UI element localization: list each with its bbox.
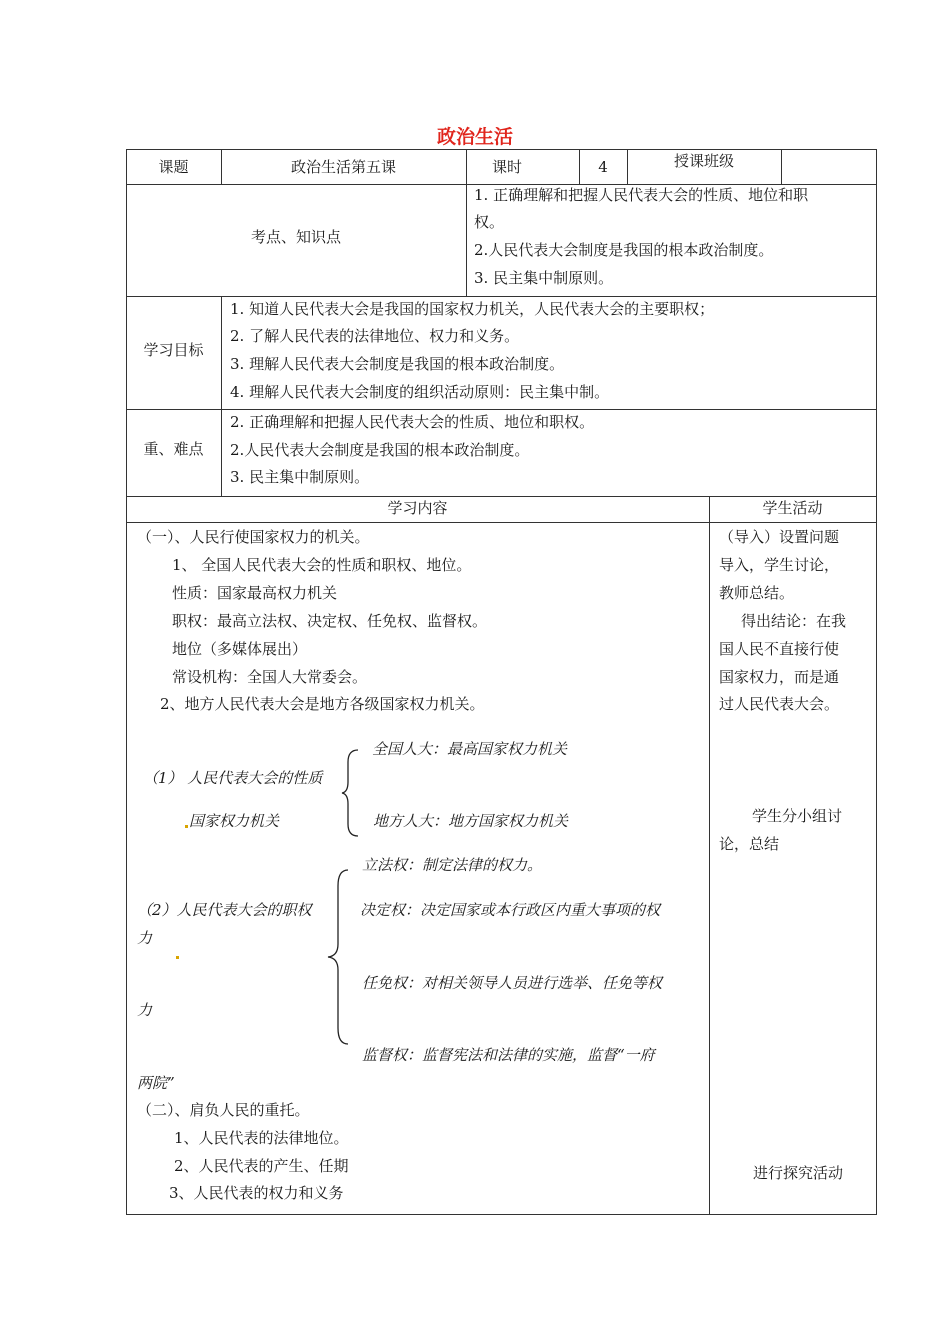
nature-label: （1） 人民代表大会的性质	[143, 769, 323, 787]
goals-label: 学习目标	[143, 341, 204, 359]
exam-point-item: 权。	[474, 213, 505, 231]
content-line: 常设机构：全国人大常委会。	[172, 668, 368, 686]
activity-line: （导入）设置问题	[719, 528, 840, 546]
content-line: 地位（多媒体展出）	[172, 640, 308, 658]
document-title: 政治生活	[436, 126, 513, 148]
content-line: 1、人民代表的法律地位。	[174, 1129, 349, 1147]
nature-branch: 全国人大：最高国家权力机关	[372, 740, 568, 758]
content-line: 3、人民代表的权力和义务	[169, 1184, 344, 1202]
brace-nature	[340, 748, 362, 838]
marker-dot	[176, 956, 179, 959]
exam-point-item: 1. 正确理解和把握人民代表大会的性质、地位和职	[474, 186, 809, 204]
key-point-item: 2.人民代表大会制度是我国的根本政治制度。	[230, 441, 530, 459]
col-content-header: 学习内容	[387, 499, 448, 517]
hours-label: 课时	[492, 158, 523, 176]
content-line: 职权：最高立法权、决定权、任免权、监督权。	[172, 612, 488, 630]
power-branch: 任免权：对相关领导人员进行选举、任免等权	[362, 974, 663, 992]
content-line: （二）、肩负人民的重托。	[137, 1101, 310, 1119]
content-line: 2、地方人民代表大会是地方各级国家权力机关。	[160, 695, 485, 713]
class-label: 授课班级	[673, 152, 734, 170]
power-branch: 决定权：决定国家或本行政区内重大事项的权	[360, 901, 661, 919]
col-activity-header: 学生活动	[762, 499, 823, 517]
content-line: 性质：国家最高权力机关	[172, 584, 338, 602]
key-point-item: 2. 正确理解和把握人民代表大会的性质、地位和职权。	[230, 413, 595, 431]
nature-sub: 国家权力机关	[189, 812, 280, 830]
activity-line: 国人民不直接行使	[719, 640, 840, 658]
content-line: 1、 全国人民代表大会的性质和职权、地位。	[172, 556, 472, 574]
activity-line: 进行探究活动	[753, 1164, 844, 1182]
exam-point-item: 2.人民代表大会制度是我国的根本政治制度。	[474, 241, 774, 259]
goal-item: 4. 理解人民代表大会制度的组织活动原则：民主集中制。	[230, 383, 610, 401]
activity-line: 教师总结。	[719, 584, 795, 602]
exam-points-label: 考点、知识点	[250, 228, 341, 246]
topic-label: 课题	[158, 158, 189, 176]
goal-item: 1. 知道人民代表大会是我国的国家权力机关，人民代表大会的主要职权；	[230, 300, 715, 318]
content-line: 2、人民代表的产生、任期	[174, 1157, 349, 1175]
powers-label-cont: 力	[137, 1001, 153, 1019]
activity-line: 论，总结	[719, 835, 780, 853]
powers-tail: 两院”	[137, 1074, 175, 1092]
activity-line: 过人民代表大会。	[719, 695, 840, 713]
exam-point-item: 3. 民主集中制原则。	[474, 269, 614, 287]
hours-value: 4	[598, 158, 608, 176]
goal-item: 3. 理解人民代表大会制度是我国的根本政治制度。	[230, 355, 565, 373]
activity-line: 得出结论：在我	[741, 612, 847, 630]
activity-line: 学生分小组讨	[752, 807, 843, 825]
activity-line: 国家权力，而是通	[719, 668, 840, 686]
power-branch: 监督权：监督宪法和法律的实施，监督“一府	[362, 1046, 655, 1064]
key-points-label: 重、难点	[143, 440, 204, 458]
key-point-item: 3. 民主集中制原则。	[230, 468, 370, 486]
powers-label-cont: 力	[137, 929, 153, 947]
content-line: （一）、人民行使国家权力的机关。	[137, 528, 370, 546]
goal-item: 2. 了解人民代表的法律地位、权力和义务。	[230, 327, 520, 345]
powers-label: （2）人民代表大会的职权	[137, 901, 312, 919]
nature-branch: 地方人大：地方国家权力机关	[373, 812, 569, 830]
brace-powers	[326, 868, 352, 1046]
topic-value: 政治生活第五课	[290, 158, 396, 176]
marker-dot	[185, 825, 188, 828]
activity-line: 导入，学生讨论，	[719, 556, 840, 574]
power-branch: 立法权：制定法律的权力。	[362, 856, 543, 874]
